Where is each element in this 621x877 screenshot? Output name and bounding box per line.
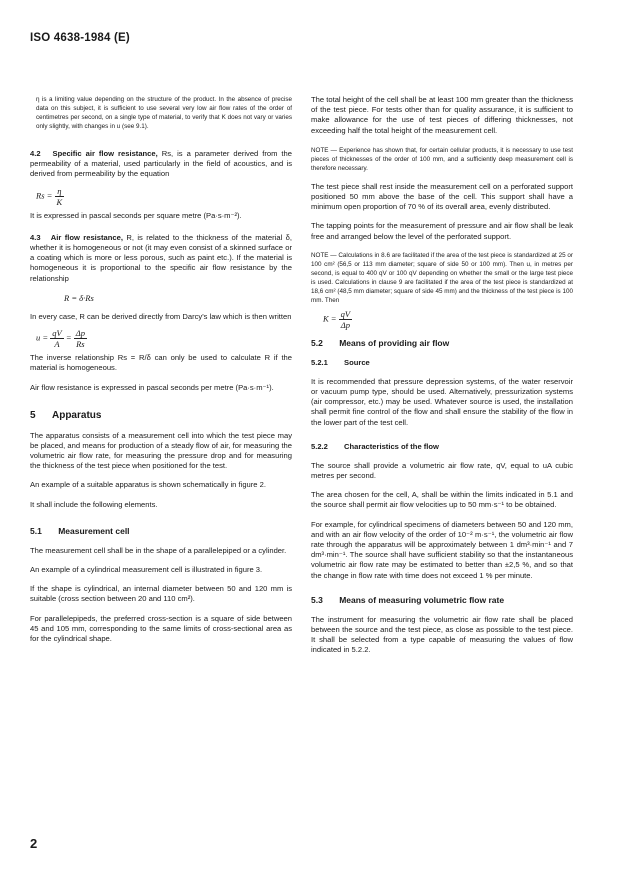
- equation-darcy-numerator-1: qV: [52, 328, 62, 339]
- section-5-2-1-number: 5.2.1: [311, 357, 328, 367]
- equation-darcy: [36, 328, 292, 349]
- equation-rs-fraction: [55, 186, 65, 207]
- inverse-paragraph: The inverse relationship Rs = R/δ can only be used to calculate R if the material is homogeneous.: [30, 353, 292, 373]
- equation-rs-lhs: Rs =: [36, 190, 53, 201]
- section-5-1-title: Measurement cell: [58, 525, 130, 536]
- section-4-2: [30, 149, 292, 180]
- section-5-2-2-heading: [311, 442, 573, 451]
- right-column: [311, 95, 573, 656]
- height-paragraph: The total height of the cell shall be at least 100 mm greater than the thickness of the test piece. For tests other than for quality assurance, it is sufficient to make allowance for the use of test pieces of differing thicknesses, not exceeding half the total height of the measurement cell.: [311, 95, 573, 135]
- section-4-2-title: Specific air flow resistance,: [52, 149, 158, 158]
- darcy-paragraph: In every case, R can be derived directly from Darcy's law which is then written: [30, 311, 292, 321]
- section-5-2-heading: [311, 338, 573, 348]
- equation-k: [323, 309, 573, 330]
- cell-paragraph-3: If the shape is cylindrical, an internal diameter between 50 and 120 mm is suitable (cross section between 20 and 110 cm²).: [30, 584, 292, 604]
- section-5-1-number: 5.1: [30, 525, 42, 536]
- apparatus-paragraph-3: It shall include the following elements.: [30, 499, 158, 509]
- section-4-3-number: 4.3: [30, 232, 41, 242]
- section-5-2-1-heading: [311, 358, 573, 367]
- source-paragraph: It is recommended that pressure depression systems, of the water reservoir or vacuum pump type, should be used. Alternatively, pressurization systems (air compressor, etc.) may be used. Whatever source is used, the installation shall permit fine control of the flow and shall ensure the stability of the flow in the lower part of the test cell.: [311, 376, 573, 427]
- equation-darcy-numerator-2: Δp: [75, 328, 85, 339]
- left-column: [30, 95, 292, 644]
- page-header: ISO 4638-1984 (E): [30, 32, 130, 44]
- apparatus-paragraph-1: The apparatus consists of a measurement cell into which the test piece may be placed, and means for production of a steady flow of air, for measuring the volumetric air flow rate, for measuring the pressure drop and for measuring the thickness of the test piece when positioned for the test.: [30, 430, 292, 471]
- section-5-2-2-number: 5.2.2: [311, 441, 328, 451]
- equation-darcy-denominator-2: Rs: [74, 338, 87, 349]
- units-paragraph-2: Air flow resistance is expressed in pascal seconds per metre (Pa·s·m⁻¹).: [30, 383, 274, 393]
- tapping-paragraph: The tapping points for the measurement of pressure and air flow shall be leak free and arranged below the level of the perforated support.: [311, 221, 573, 241]
- measuring-paragraph: The instrument for measuring the volumetric air flow rate shall be placed between the source and the test piece, as close as possible to the test piece. It shall be selected from a type capable of measuring the values of flow indicated in 5.2.2.: [311, 614, 573, 655]
- equation-k-lhs: K =: [323, 313, 337, 324]
- equation-k-fraction: [339, 309, 352, 330]
- characteristics-paragraph-3: For example, for cylindrical specimens of diameters between 50 and 120 mm, and with an air flow velocity of the order of 10⁻² m·s⁻¹, the volumetric air flow rate through the apparatus will be approximately between 1 dm³·min⁻¹ and 7 dm³·min⁻¹. The source shall have sufficient stability so that the instantaneous volumetric air flow rate may be estimated to better than ±2,5 %, and so that the change in flow rate with time does not exceed 1 % per minute.: [311, 519, 573, 580]
- equation-darcy-equals: =: [65, 332, 72, 343]
- cell-paragraph-4: For parallelepipeds, the preferred cross-section is a square of side between 45 and 105 mm, corresponding to the same limits of cross-sectional area as for the cylindrical shape.: [30, 613, 292, 644]
- characteristics-paragraph-1: The source shall provide a volumetric air flow rate, qV, equal to uA cubic metres per second.: [311, 460, 573, 481]
- equation-k-numerator: qV: [340, 308, 351, 319]
- section-5-number: 5: [30, 409, 36, 421]
- equation-rs: [36, 186, 292, 207]
- section-5-2-number: 5.2: [311, 337, 323, 348]
- section-4-2-text: Rs, is a parameter derived from the permeability of a material, used particularly in the field of acoustics, and is derived from permeability by the equation: [30, 149, 292, 179]
- section-5-3-title: Means of measuring volumetric flow rate: [339, 594, 505, 605]
- cell-paragraph-2: An example of a cylindrical measurement cell is illustrated in figure 3.: [30, 565, 263, 575]
- section-4-3-text: R, is related to the thickness of the material δ, whether it is homogeneous or not (it may even consist of a skinned surface or a coating which is more or less porous, such as paint etc.). If the material is homogeneous it is proportional to the specific air flow resistance by the relationship: [30, 232, 292, 283]
- section-5-2-1-title: Source: [344, 357, 370, 367]
- section-5-2-2-title: Characteristics of the flow: [344, 441, 439, 451]
- section-4-3: [30, 233, 292, 284]
- section-5-2-title: Means of providing air flow: [339, 337, 450, 348]
- section-5-title: Apparatus: [51, 409, 102, 421]
- section-5-3-number: 5.3: [311, 594, 323, 605]
- characteristics-paragraph-2: The area chosen for the cell, A, shall be within the limits indicated in 5.1 and the source shall permit air flow velocities up to 50 mm·s⁻¹ to be obtained.: [311, 490, 573, 510]
- equation-rs-denominator: K: [56, 196, 63, 207]
- units-paragraph-1: It is expressed in pascal seconds per square metre (Pa·s·m⁻²).: [30, 210, 242, 220]
- equation-darcy-lhs: u =: [36, 332, 49, 343]
- equation-k-denominator: Δp: [339, 319, 352, 330]
- cell-paragraph-1: The measurement cell shall be in the shape of a parallelepiped or a cylinder.: [30, 545, 287, 555]
- equation-rs-numerator: η: [57, 185, 62, 196]
- eta-paragraph: η is a limiting value depending on the structure of the product. In the absence of precise data on this subject, it is sufficient to use several very low air flow rates of the order of centimetres per second, on a single type of material, to verify that K does not vary or varies only slightly, with changes in u (see 9.1).: [36, 96, 292, 130]
- equation-darcy-fraction-2: [74, 328, 87, 349]
- equation-r: R = δ·Rs: [64, 292, 94, 303]
- rest-paragraph: The test piece shall rest inside the measurement cell on a perforated support positioned 50 mm above the base of the cell. This support shall have a minimum open proportion of 70 % of its overall area, evenly distributed.: [311, 181, 573, 212]
- apparatus-paragraph-2: An example of a suitable apparatus is shown schematically in figure 2.: [30, 480, 266, 490]
- note-2: NOTE — Calculations in 8.6 are facilitated if the area of the test piece is standardized at 25 or 100 cm² (56,5 or 113 mm diameter; square of side 50 or 100 mm). Then u, in metres per second, is equal to 400 qV or 100 qV depending on whether the small or the large test piece is used. Calculations in clause 9 are facilitated if the area of the test piece is standardized at 18,6 cm² (48,5 mm diameter; square of side 45 mm) and the thickness of the test piece is 100 mm. Then: [311, 251, 573, 304]
- section-5-heading: [30, 410, 292, 421]
- note-1: NOTE — Experience has shown that, for certain cellular products, it is necessary to use test pieces of thicknesses of the order of 100 mm, and a sufficiently deep measurement cell is therefore necessary.: [311, 146, 573, 172]
- section-5-3-heading: [311, 595, 573, 605]
- page-number: 2: [30, 836, 38, 851]
- section-5-1-heading: [30, 526, 292, 536]
- section-4-2-number: 4.2: [30, 149, 41, 158]
- equation-darcy-denominator-1: A: [50, 338, 63, 349]
- equation-darcy-fraction-1: [50, 328, 63, 349]
- section-4-3-title: Air flow resistance,: [50, 232, 123, 242]
